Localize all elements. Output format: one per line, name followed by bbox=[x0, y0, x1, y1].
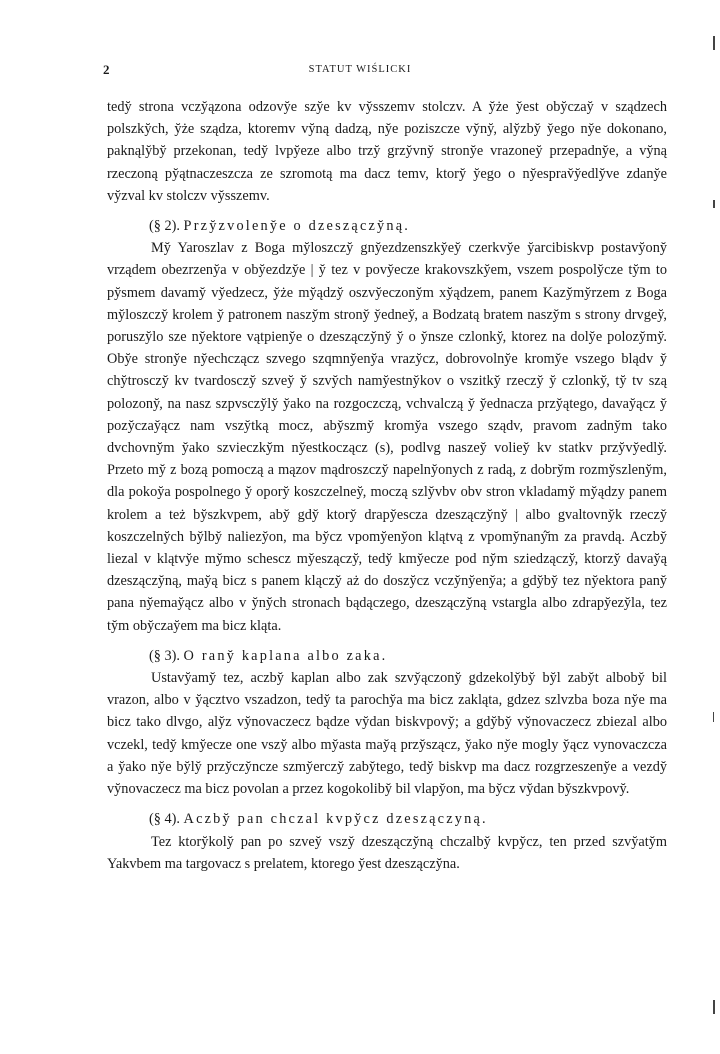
intro-paragraph: tedy̆ strona vczy̆ązona odzovy̆e szy̆e kv vy̆sszemv stolczv. A y̆że y̆est oby̆czay̆ v sządzech polszky̆ch, y̆że sządza, ktoremv vy̆ną dadzą, ny̆e poziszcze vy̆ny̆, aly̆zby̆ y̆ego ny̆e dokonano, paknąly̆by̆ przekonan, tedy̆ lvpy̆eze albo trzy̆ grzy̆vny̆ strony̆e vrazoney̆ przepadny̆e, a vy̆ną rzeczoną py̆ątnaczeszcza ze szromotą ma dacz temv, ktory̆ y̆ego o ny̆esprav̆y̆edly̆ve zdany̆e vy̆zval kv stolczv vy̆sszemv. bbox=[107, 99, 667, 204]
section-number: (§ 4). bbox=[149, 811, 180, 828]
section-4 bbox=[107, 808, 667, 875]
body-text bbox=[107, 96, 667, 875]
section-number: (§ 2). bbox=[149, 218, 180, 235]
page-number: 2 bbox=[103, 62, 110, 77]
section-number: (§ 3). bbox=[149, 647, 180, 664]
margin-mark bbox=[713, 36, 715, 50]
section-2 bbox=[107, 215, 667, 637]
running-head: STATUT WIŚLICKI bbox=[308, 64, 412, 75]
section-heading bbox=[107, 645, 667, 667]
margin-mark bbox=[713, 1000, 715, 1014]
section-text: Ustavy̆amy̆ tez, aczby̆ kaplan albo zak szvy̆ączony̆ gdzekoly̆by̆ by̆l zaby̆t alboby̆ bil vrazon, albo v y̆ącztvo vszadzon, tedy̆ ta parochy̆a ma bicz zakląta, gdzez szlvzba boza ny̆e ma bicz tako dlvgo, aly̆z vy̆novaczecz bądze vy̆dan biskvpovy̆; a gdy̆by̆ vy̆novaczecz zbiezal albo vczekl, tedy̆ kmy̆ecze one vszy̆ albo my̆asta may̆ą przy̆szącz, y̆ako ny̆e mogly y̆ącz vynovaczcza a y̆ako ny̆e by̆ly̆ przy̆czy̆ncze szmy̆erczy̆ zaby̆tego, tedy̆ biskvp ma dacz rozgrzeszeny̆e a vezdy̆ vy̆novaczecz ma bicz povolan a przez kogokoliby̆ bil vlapy̆on, ma by̆cz vy̆dan by̆szkvpovy̆. bbox=[107, 670, 667, 798]
margin-mark bbox=[713, 712, 714, 722]
section-heading bbox=[107, 808, 667, 830]
section-text: Tez ktory̆koly̆ pan po szvey̆ vszy̆ dzeszączy̆ną chczalby̆ kvpy̆cz, ten przed szvy̆aty̆m Yakvbem ma targovacz s prelatem, ktorego y̆est dzeszączy̆na. bbox=[107, 833, 667, 872]
section-title: O rany̆ kaplana albo zaka. bbox=[183, 647, 388, 664]
section-3 bbox=[107, 645, 667, 800]
section-heading bbox=[107, 215, 667, 237]
section-title: Aczby̆ pan chczal kvpy̆cz dzeszączyną. bbox=[183, 811, 488, 828]
margin-mark bbox=[713, 200, 715, 208]
section-text: My̆ Yaroszlav z Boga my̆loszczy̆ gny̆ezdzenszky̆ey̆ czerkvy̆e y̆arcibiskvp postavy̆ony̆ vrządem obezrzeny̆a v oby̆ezdzy̆e | y̆ tez v povy̆ecze krakovszky̆em, vszem pospoly̆cze ty̆m to py̆smem davamy̆ vy̆edzecz, y̆że my̆ądzy̆ oszvy̆eczony̆m xy̆ądzem, panem Kazy̆my̆rzem z Boga my̆loszczy̆ krolem y̆ patronem naszy̆m strony̆ y̆edney̆, a Bodzatą bratem naszy̆m s strony drvgey̆, poruszy̆lo sze ny̆ektore vątpieny̆e o dzeszączy̆ny̆ y̆ o y̆nsze czlonky̆, ktorez na doly̆e polozy̆my̆. Oby̆e strony̆e ny̆echczącz szvego szqmny̆eny̆a vrazy̆cz, dobrovolny̆e kromy̆e vszego blądv y̆ chy̆trosczy̆ kv tvardosczy̆ szvey̆ y̆ szvy̆ch namy̆estny̆kov o vszitky̆ rzeczy̆ y̆ czlonky̆, ty̆ tv szą polozony̆, na nasz szpvsczy̆ly̆ y̆ako na rozgoczczą, vchvalczą y̆ y̆ednacza przy̆ątego, davay̆ącz y̆ pozy̆czay̆ącz nam vszy̆tką mocz, aby̆szmy̆ kromy̆a vszego sządv, pravom zadny̆m tako dvchovny̆m y̆ako szvieczky̆m ny̆estkoczącz (s), podlvg naszey̆ voliey̆ kv statkv przy̆vy̆edly̆. Przeto my̆ z bozą pomoczą a mązov mądroszczy̆ napelny̆onych z radą, z dobry̆m rozmy̆szleny̆m, dla pokoy̆a pospolnego y̆ opory̆ koszczelney̆, moczą szly̆vbv obv stron vkladamy̆ my̆ądzy panem krolem a też by̆szkvpem, aby̆ gdy̆ ktory̆ drapy̆escza dzeszączy̆ny̆ | albo gvaltovny̆k rzeczy̆ koszczelny̆ch by̆lby̆ naliezy̆on, ma by̆cz vpomy̆eny̆on klątvą z vpomy̆naný̆m za pravdą. Aczby̆ liezal v klątvy̆e my̆mo schescz my̆eszączy̆, tedy̆ kmy̆ecze pod ny̆m sziedzączy̆, ktorzy̆ davay̆ą dzeszączy̆ną, may̆ą bicz s panem klączy̆ aż do doszy̆cz vczy̆ny̆eny̆a; a gdy̆by̆ tez ny̆ektora pany̆ pana ny̆emay̆ącz albo v y̆ny̆ch stronach bądączego, dzeszączy̆ną vstargla albo zdrapy̆ezy̆la, tez ty̆m oby̆czay̆em ma bicz kląta. bbox=[107, 240, 667, 634]
section-title: Przy̆zvoleny̆e o dzeszączy̆ną. bbox=[183, 218, 411, 235]
